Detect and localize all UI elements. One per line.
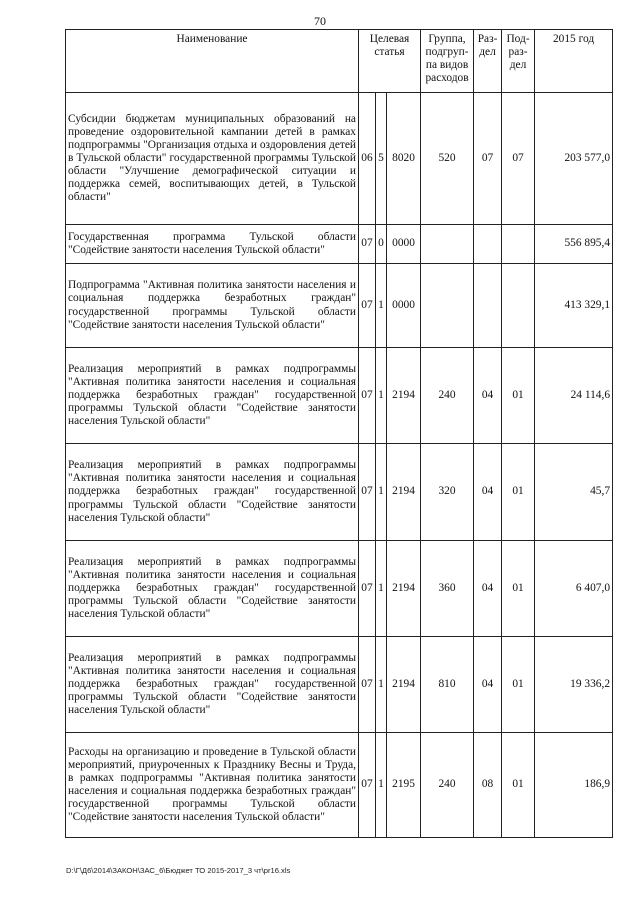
target-article-subprogram: 1 bbox=[376, 348, 387, 444]
target-article-subprogram: 1 bbox=[376, 444, 387, 541]
subsection-code: 01 bbox=[502, 733, 535, 838]
section-code: 07 bbox=[474, 93, 502, 225]
header-target-article: Целевая статья bbox=[359, 30, 421, 93]
section-code: 08 bbox=[474, 733, 502, 838]
section-code: 04 bbox=[474, 637, 502, 733]
target-article-item: 2194 bbox=[387, 444, 421, 541]
section-code: 04 bbox=[474, 541, 502, 637]
section-code: 04 bbox=[474, 444, 502, 541]
table-row bbox=[66, 225, 613, 264]
budget-table bbox=[65, 29, 613, 838]
target-article-subprogram: 1 bbox=[376, 733, 387, 838]
table-body bbox=[66, 93, 613, 838]
expense-group: 240 bbox=[421, 733, 474, 838]
amount-2015: 19 336,2 bbox=[535, 637, 613, 733]
subsection-code: 07 bbox=[502, 93, 535, 225]
target-article-program: 07 bbox=[359, 733, 376, 838]
table-row bbox=[66, 93, 613, 225]
target-article-program: 06 bbox=[359, 93, 376, 225]
table-row bbox=[66, 348, 613, 444]
subsection-code: 01 bbox=[502, 348, 535, 444]
expense-group: 810 bbox=[421, 637, 474, 733]
target-article-subprogram: 0 bbox=[376, 225, 387, 264]
target-article-item: 2195 bbox=[387, 733, 421, 838]
amount-2015: 24 114,6 bbox=[535, 348, 613, 444]
table-row bbox=[66, 264, 613, 348]
target-article-subprogram: 5 bbox=[376, 93, 387, 225]
amount-2015: 186,9 bbox=[535, 733, 613, 838]
file-path-footer: D:\Г\Д6\2014\ЗАКОН\ЗАС_6\Бюджет ТО 2015-2017_3 чт\pr16.xls bbox=[66, 866, 291, 875]
subsection-code bbox=[502, 264, 535, 348]
target-article-item: 2194 bbox=[387, 637, 421, 733]
expense-group bbox=[421, 264, 474, 348]
target-article-program: 07 bbox=[359, 225, 376, 264]
target-article-item: 0000 bbox=[387, 225, 421, 264]
amount-2015: 203 577,0 bbox=[535, 93, 613, 225]
header-subsection: Под-раз-дел bbox=[502, 30, 535, 93]
target-article-subprogram: 1 bbox=[376, 637, 387, 733]
row-name: Реализация мероприятий в рамках подпрограммы "Активная политика занятости населения и социальная поддержка безработных граждан" государственной программы Тульской области "Содействие занятости населения Тульской области" bbox=[66, 637, 359, 733]
row-name: Расходы на организацию и проведение в Тульской области мероприятий, приуроченных к Празднику Весны и Труда, в рамках подпрограммы "Активная политика занятости населения и социальная поддержка безработных граждан" государственной программы Тульской области "Содействие занятости населения Тульской области" bbox=[66, 733, 359, 838]
row-name: Государственная программа Тульской области "Содействие занятости населения Тульской области" bbox=[66, 225, 359, 264]
row-name: Подпрограмма "Активная политика занятости населения и социальная поддержка безработных граждан" государственной программы Тульской области "Содействие занятости населения Тульской области" bbox=[66, 264, 359, 348]
row-name: Реализация мероприятий в рамках подпрограммы "Активная политика занятости населения и социальная поддержка безработных граждан" государственной программы Тульской области "Содействие занятости населения Тульской области" bbox=[66, 541, 359, 637]
target-article-program: 07 bbox=[359, 444, 376, 541]
header-row bbox=[66, 30, 613, 93]
amount-2015: 6 407,0 bbox=[535, 541, 613, 637]
subsection-code: 01 bbox=[502, 541, 535, 637]
section-code bbox=[474, 225, 502, 264]
expense-group: 360 bbox=[421, 541, 474, 637]
target-article-program: 07 bbox=[359, 637, 376, 733]
amount-2015: 413 329,1 bbox=[535, 264, 613, 348]
table-row bbox=[66, 444, 613, 541]
header-group: Группа, подгруп-па видов расходов bbox=[421, 30, 474, 93]
target-article-subprogram: 1 bbox=[376, 541, 387, 637]
section-code bbox=[474, 264, 502, 348]
table-row bbox=[66, 733, 613, 838]
amount-2015: 556 895,4 bbox=[535, 225, 613, 264]
subsection-code: 01 bbox=[502, 637, 535, 733]
expense-group bbox=[421, 225, 474, 264]
row-name: Субсидии бюджетам муниципальных образований на проведение оздоровительной кампании детей в рамках подпрограммы "Организация отдыха и оздоровления детей в Тульской области" государственной программы Тульской области "Улучшение демографической ситуации и поддержка семей, воспитывающих детей, в Тульской области" bbox=[66, 93, 359, 225]
target-article-item: 8020 bbox=[387, 93, 421, 225]
row-name: Реализация мероприятий в рамках подпрограммы "Активная политика занятости населения и социальная поддержка безработных граждан" государственной программы Тульской области "Содействие занятости населения Тульской области" bbox=[66, 444, 359, 541]
target-article-subprogram: 1 bbox=[376, 264, 387, 348]
expense-group: 520 bbox=[421, 93, 474, 225]
target-article-item: 2194 bbox=[387, 541, 421, 637]
target-article-item: 0000 bbox=[387, 264, 421, 348]
subsection-code: 01 bbox=[502, 444, 535, 541]
expense-group: 240 bbox=[421, 348, 474, 444]
page-number: 70 bbox=[314, 14, 326, 28]
header-section: Раз-дел bbox=[474, 30, 502, 93]
header-name: Наименование bbox=[66, 30, 359, 93]
target-article-item: 2194 bbox=[387, 348, 421, 444]
row-name: Реализация мероприятий в рамках подпрограммы "Активная политика занятости населения и социальная поддержка безработных граждан" государственной программы Тульской области "Содействие занятости населения Тульской области" bbox=[66, 348, 359, 444]
header-year-2015: 2015 год bbox=[535, 30, 613, 93]
table-row bbox=[66, 541, 613, 637]
subsection-code bbox=[502, 225, 535, 264]
expense-group: 320 bbox=[421, 444, 474, 541]
target-article-program: 07 bbox=[359, 348, 376, 444]
target-article-program: 07 bbox=[359, 541, 376, 637]
table-row bbox=[66, 637, 613, 733]
section-code: 04 bbox=[474, 348, 502, 444]
amount-2015: 45,7 bbox=[535, 444, 613, 541]
target-article-program: 07 bbox=[359, 264, 376, 348]
